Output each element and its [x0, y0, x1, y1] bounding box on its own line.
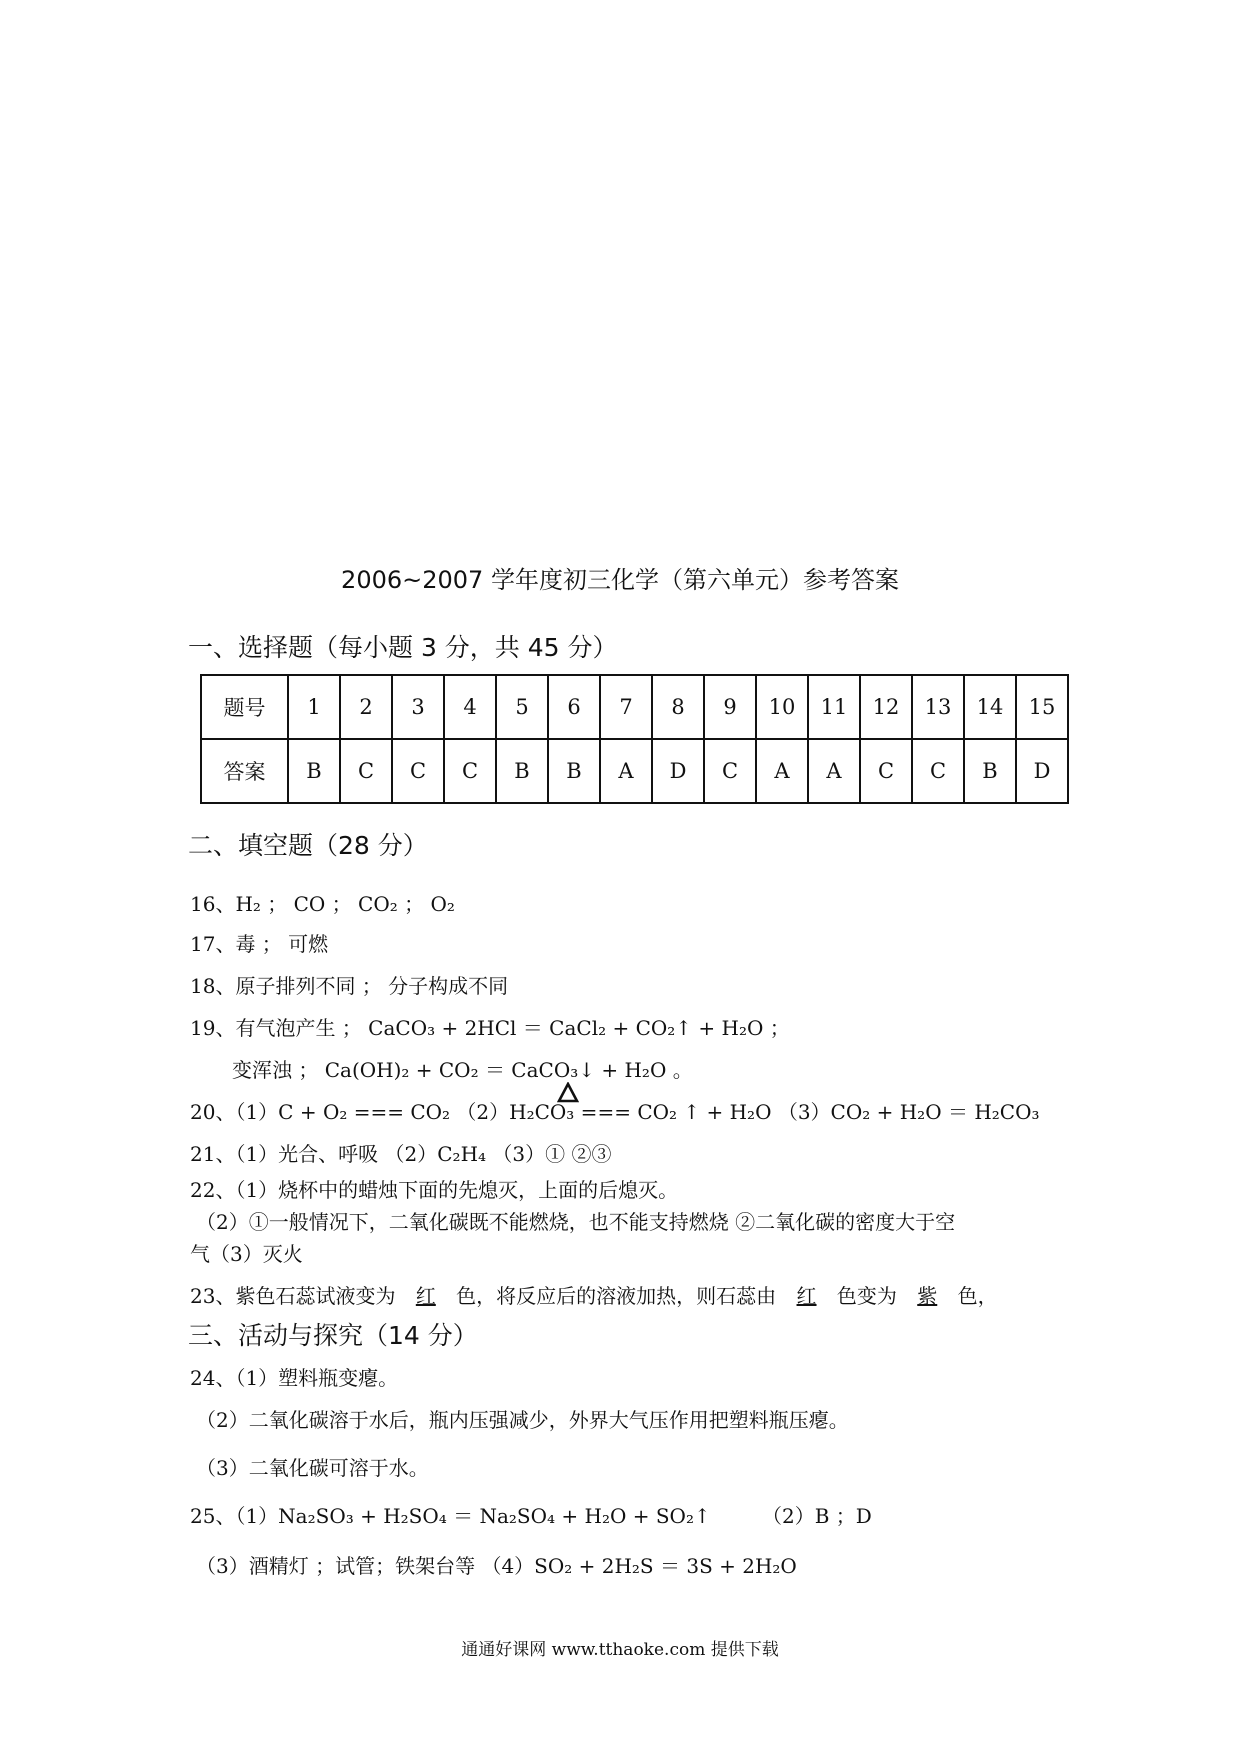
answer-line-19a: 19、有气泡产生 ； CaCO₃ + 2HCl ＝ CaCl₂ + CO₂↑ + H₂O ； [190, 1016, 790, 1040]
answer-cell: A [756, 739, 808, 803]
answer-cell: D [1016, 739, 1068, 803]
filled-blank: 紫 [917, 1284, 938, 1308]
answer-line-17: 17、毒 ； 可燃 [190, 932, 329, 956]
answer-cell: B [496, 739, 548, 803]
answer-text: 色变为 [830, 1284, 904, 1308]
page-title: 2006~2007 学年度初三化学（第六单元）参考答案 [341, 566, 899, 594]
answer-cell: C [340, 739, 392, 803]
answer-line-23 [190, 1280, 998, 1309]
answer-line-16: 16、H₂ ； CO ； CO₂ ； O₂ [190, 892, 455, 916]
question-number: 15 [1016, 675, 1068, 739]
answer-line-24c: （3）二氧化碳可溶于水。 [196, 1456, 429, 1480]
section-heading-multiple-choice: 一、选择题（每小题 3 分，共 45 分） [188, 633, 618, 662]
table-row-answers [201, 739, 1068, 803]
question-number: 8 [652, 675, 704, 739]
answer-table [200, 674, 1069, 804]
answer-cell: A [808, 739, 860, 803]
answer-line-20: 20、（1）C + O₂ === CO₂ （2）H₂CO₃ === CO₂ ↑ + H₂O （3）CO₂ + H₂O ＝ H₂CO₃ [190, 1100, 1040, 1124]
filled-blank: 红 [415, 1284, 436, 1308]
question-number: 1 [288, 675, 340, 739]
question-number: 2 [340, 675, 392, 739]
answer-line-25b: （3）酒精灯 ；试管；铁架台等 （4）SO₂ + 2H₂S ＝ 3S + 2H₂O [196, 1554, 797, 1578]
answer-text: 色，将反应后的溶液加热，则石蕊由 [449, 1284, 783, 1308]
answer-cell: C [912, 739, 964, 803]
answer-cell: A [600, 739, 652, 803]
answer-line-18: 18、原子排列不同 ； 分子构成不同 [190, 974, 509, 998]
answer-text: 23、紫色石蕊试液变为 [190, 1284, 402, 1308]
answer-cell: B [288, 739, 340, 803]
answer-cell: D [652, 739, 704, 803]
section-heading-activity: 三、活动与探究（14 分） [188, 1321, 478, 1350]
answer-cell: B [548, 739, 600, 803]
table-row-label: 答案 [201, 739, 288, 803]
answer-line-24b: （2）二氧化碳溶于水后，瓶内压强减少，外界大气压作用把塑料瓶压瘪。 [196, 1408, 849, 1432]
answer-line-22a: 22、（1）烧杯中的蜡烛下面的先熄灭，上面的后熄灭。 [190, 1178, 679, 1202]
question-number: 5 [496, 675, 548, 739]
footer-credit: 通通好课网 www.tthaoke.com 提供下载 [461, 1640, 779, 1660]
question-number: 12 [860, 675, 912, 739]
answer-cell: C [704, 739, 756, 803]
question-number: 4 [444, 675, 496, 739]
answer-line-25a2: （2）B ；D [762, 1504, 872, 1528]
answer-line-24a: 24、（1）塑料瓶变瘪。 [190, 1366, 399, 1390]
question-number: 7 [600, 675, 652, 739]
question-number: 3 [392, 675, 444, 739]
answer-line-25a: 25、（1）Na₂SO₃ + H₂SO₄ ＝ Na₂SO₄ + H₂O + SO₂↑ [190, 1504, 711, 1528]
answer-text: 色， [951, 1284, 998, 1308]
question-number: 13 [912, 675, 964, 739]
question-number: 10 [756, 675, 808, 739]
question-number: 9 [704, 675, 756, 739]
answer-cell: C [860, 739, 912, 803]
answer-cell: B [964, 739, 1016, 803]
answer-line-22b: （2）①一般情况下，二氧化碳既不能燃烧，也不能支持燃烧 ②二氧化碳的密度大于空 [196, 1210, 956, 1234]
filled-blank: 红 [796, 1284, 817, 1308]
answer-line-22c: 气（3）灭火 [190, 1242, 303, 1266]
section-heading-fill-in: 二、填空题（28 分） [188, 831, 428, 860]
answer-line-19b: 变浑浊 ； Ca(OH)₂ + CO₂ ＝ CaCO₃↓ + H₂O 。 [232, 1058, 693, 1082]
answer-cell: C [392, 739, 444, 803]
answer-cell: C [444, 739, 496, 803]
answer-line-21: 21、（1）光合、呼吸 （2）C₂H₄ （3）① ②③ [190, 1142, 612, 1166]
table-row-numbers [201, 675, 1068, 739]
question-number: 6 [548, 675, 600, 739]
question-number: 11 [808, 675, 860, 739]
question-number: 14 [964, 675, 1016, 739]
table-row-label: 题号 [201, 675, 288, 739]
